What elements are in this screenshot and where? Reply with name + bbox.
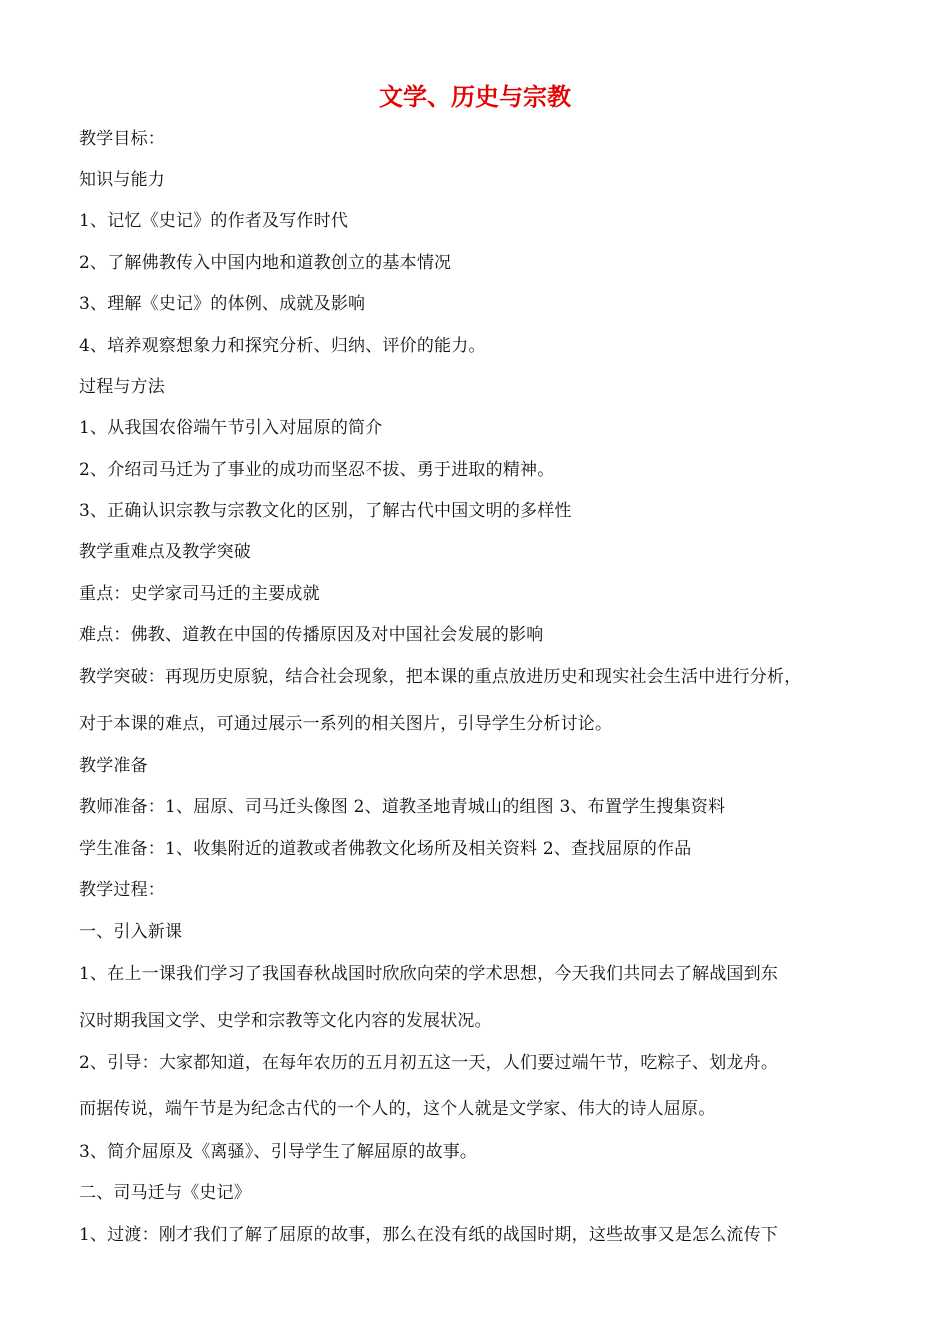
text-line: 2、引导：大家都知道，在每年农历的五月初五这一天，人们要过端午节，吃粽子、划龙舟。 <box>79 1053 779 1073</box>
text-line: 重点：史学家司马迁的主要成就 <box>79 584 320 604</box>
text-line: 难点：佛教、道教在中国的传播原因及对中国社会发展的影响 <box>79 625 544 645</box>
subheading-knowledge-ability: 知识与能力 <box>79 170 165 190</box>
text-line: 而据传说，端午节是为纪念古代的一个人的，这个人就是文学家、伟大的诗人屈原。 <box>79 1099 716 1119</box>
text-line: 对于本课的难点，可通过展示一系列的相关图片，引导学生分析讨论。 <box>79 714 613 734</box>
text-line: 汉时期我国文学、史学和宗教等文化内容的发展状况。 <box>79 1011 492 1031</box>
text-line: 4、培养观察想象力和探究分析、归纳、评价的能力。 <box>79 336 486 356</box>
text-line: 1、记忆《史记》的作者及写作时代 <box>79 211 349 231</box>
text-line: 1、从我国农俗端午节引入对屈原的简介 <box>79 418 383 438</box>
section-heading-process: 教学过程： <box>79 880 165 900</box>
document-title: 文学、历史与宗教 <box>379 83 571 111</box>
subheading-process-method: 过程与方法 <box>79 377 165 397</box>
text-line: 3、简介屈原及《离骚》、引导学生了解屈原的故事。 <box>79 1142 478 1162</box>
section-heading-key-points: 教学重难点及教学突破 <box>79 542 251 562</box>
section-heading-preparation: 教学准备 <box>79 756 148 776</box>
text-line: 1、过渡：刚才我们了解了屈原的故事，那么在没有纸的战国时期，这些故事又是怎么流传下 <box>79 1225 779 1245</box>
section-heading-objectives: 教学目标： <box>79 129 165 149</box>
text-line: 1、在上一课我们学习了我国春秋战国时欣欣向荣的学术思想，今天我们共同去了解战国到东 <box>79 964 779 984</box>
text-line: 2、了解佛教传入中国内地和道教创立的基本情况 <box>79 253 452 273</box>
text-line: 2、介绍司马迁为了事业的成功而坚忍不拔、勇于进取的精神。 <box>79 460 555 480</box>
text-line: 3、理解《史记》的体例、成就及影响 <box>79 294 366 314</box>
text-line: 教师准备：1、屈原、司马迁头像图 2、道教圣地青城山的组图 3、布置学生搜集资料 <box>79 797 726 817</box>
text-line: 3、正确认识宗教与宗教文化的区别，了解古代中国文明的多样性 <box>79 501 572 521</box>
subheading-intro: 一、引入新课 <box>79 922 183 942</box>
subheading-sima-qian: 二、司马迁与《史记》 <box>79 1183 251 1203</box>
text-line: 教学突破：再现历史原貌，结合社会现象，把本课的重点放进历史和现实社会生活中进行分析， <box>79 667 802 687</box>
text-line: 学生准备：1、收集附近的道教或者佛教文化场所及相关资料 2、查找屈原的作品 <box>79 839 692 859</box>
